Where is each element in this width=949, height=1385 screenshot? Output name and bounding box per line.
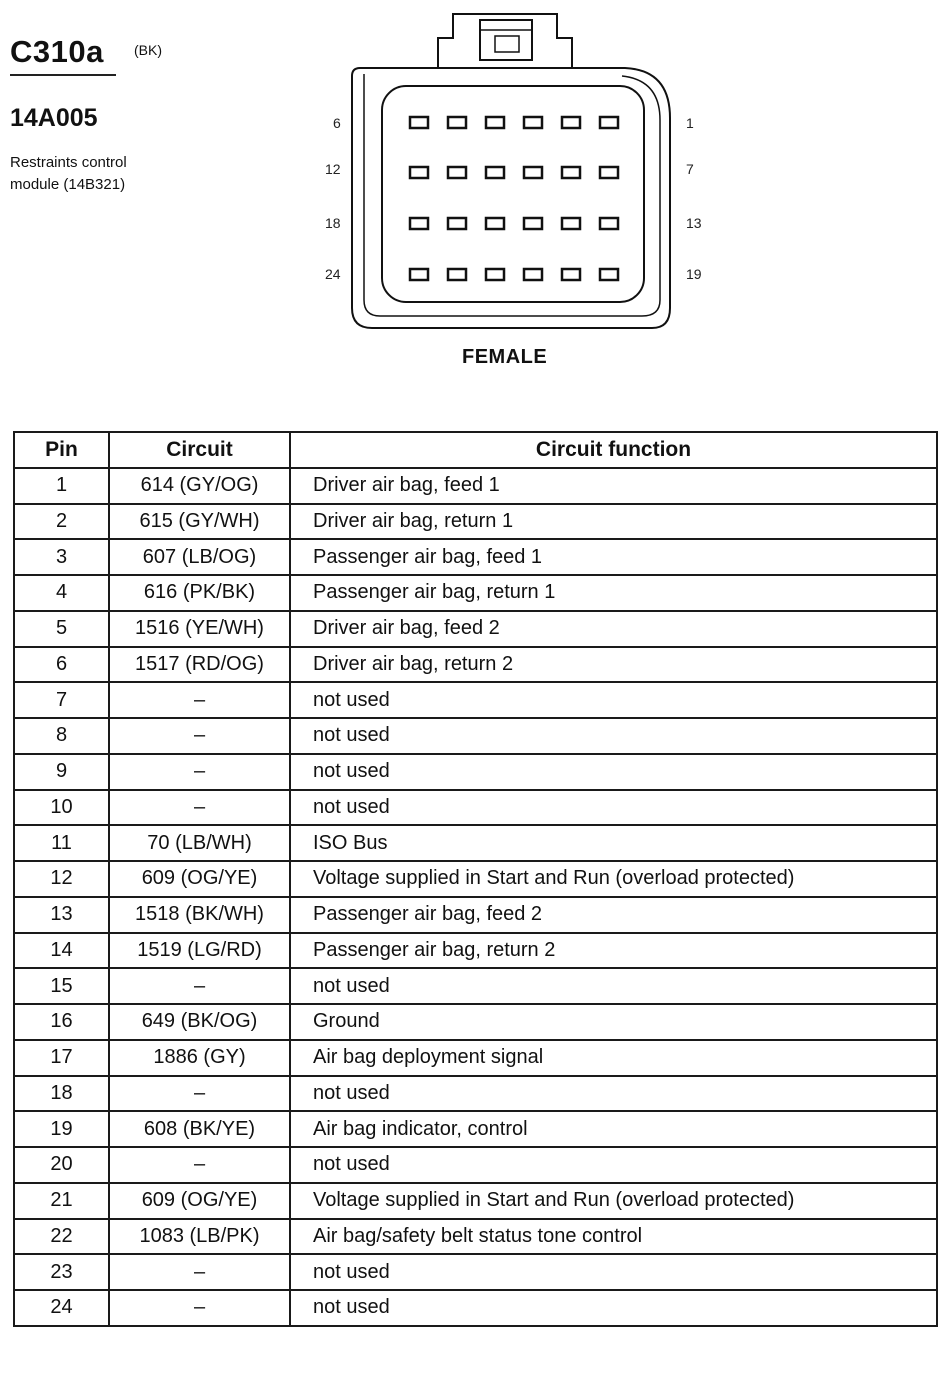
- table-row: [14, 647, 937, 683]
- function-cell: not used: [290, 1076, 937, 1112]
- circuit-cell: 1516 (YE/WH): [109, 611, 290, 647]
- pin-cell: 24: [14, 1290, 109, 1326]
- table-row: [14, 1147, 937, 1183]
- connector-color: (BK): [134, 42, 162, 58]
- table-row: [14, 718, 937, 754]
- pin-cell: 13: [14, 897, 109, 933]
- circuit-cell: 1518 (BK/WH): [109, 897, 290, 933]
- function-cell: Air bag indicator, control: [290, 1111, 937, 1147]
- circuit-cell: 616 (PK/BK): [109, 575, 290, 611]
- circuit-cell: –: [109, 718, 290, 754]
- circuit-cell: 1886 (GY): [109, 1040, 290, 1076]
- function-cell: not used: [290, 754, 937, 790]
- pin-cell: 3: [14, 539, 109, 575]
- part-number: 14A005: [10, 104, 98, 132]
- circuit-cell: 1083 (LB/PK): [109, 1219, 290, 1255]
- row-4-start-label: 24: [325, 266, 341, 282]
- pin-cell: 21: [14, 1183, 109, 1219]
- pin-cell: 10: [14, 790, 109, 826]
- terminal-row-3: [410, 218, 618, 229]
- pin-cell: 20: [14, 1147, 109, 1183]
- function-cell: Driver air bag, feed 1: [290, 468, 937, 504]
- table-row: [14, 1183, 937, 1219]
- pin-cell: 18: [14, 1076, 109, 1112]
- pin-cell: 7: [14, 682, 109, 718]
- function-cell: ISO Bus: [290, 825, 937, 861]
- pin-cell: 11: [14, 825, 109, 861]
- function-cell: Driver air bag, feed 2: [290, 611, 937, 647]
- table-row: [14, 1290, 937, 1326]
- function-cell: Passenger air bag, return 1: [290, 575, 937, 611]
- function-cell: Driver air bag, return 2: [290, 647, 937, 683]
- function-cell: not used: [290, 968, 937, 1004]
- pinout-table: [13, 431, 938, 1327]
- pin-cell: 12: [14, 861, 109, 897]
- pin-cell: 8: [14, 718, 109, 754]
- function-cell: not used: [290, 682, 937, 718]
- circuit-cell: 609 (OG/YE): [109, 861, 290, 897]
- function-cell: Air bag/safety belt status tone control: [290, 1219, 937, 1255]
- function-cell: Voltage supplied in Start and Run (overload protected): [290, 1183, 937, 1219]
- module-description: Restraints control module (14B321): [10, 154, 127, 193]
- table-row: [14, 1040, 937, 1076]
- table-row: [14, 575, 937, 611]
- circuit-cell: 608 (BK/YE): [109, 1111, 290, 1147]
- circuit-cell: –: [109, 968, 290, 1004]
- function-cell: not used: [290, 790, 937, 826]
- pin-cell: 14: [14, 933, 109, 969]
- pin-cell: 23: [14, 1254, 109, 1290]
- pin-cell: 19: [14, 1111, 109, 1147]
- circuit-cell: –: [109, 754, 290, 790]
- circuit-cell: 1517 (RD/OG): [109, 647, 290, 683]
- table-row: [14, 1254, 937, 1290]
- pin-cell: 15: [14, 968, 109, 1004]
- circuit-cell: –: [109, 1290, 290, 1326]
- table-row: [14, 539, 937, 575]
- header-pin: Pin: [14, 432, 109, 468]
- connector-housing: [352, 68, 670, 328]
- row-3-start-label: 18: [325, 215, 341, 231]
- table-row: [14, 754, 937, 790]
- pin-cell: 4: [14, 575, 109, 611]
- function-cell: Driver air bag, return 1: [290, 504, 937, 540]
- row-2-end-label: 7: [686, 161, 694, 177]
- circuit-cell: 607 (LB/OG): [109, 539, 290, 575]
- function-cell: Passenger air bag, feed 1: [290, 539, 937, 575]
- pin-cell: 6: [14, 647, 109, 683]
- table-row: [14, 897, 937, 933]
- table-row: [14, 682, 937, 718]
- table-row: [14, 968, 937, 1004]
- circuit-cell: –: [109, 790, 290, 826]
- function-cell: not used: [290, 1254, 937, 1290]
- terminal-row-4: [410, 269, 618, 280]
- circuit-cell: –: [109, 1254, 290, 1290]
- pin-cell: 9: [14, 754, 109, 790]
- table-row: [14, 611, 937, 647]
- circuit-cell: 609 (OG/YE): [109, 1183, 290, 1219]
- circuit-cell: 1519 (LG/RD): [109, 933, 290, 969]
- pin-cell: 16: [14, 1004, 109, 1040]
- pin-cell: 2: [14, 504, 109, 540]
- circuit-cell: –: [109, 682, 290, 718]
- table-row: [14, 825, 937, 861]
- function-cell: Voltage supplied in Start and Run (overload protected): [290, 861, 937, 897]
- table-body: [14, 468, 937, 1326]
- view-label: FEMALE: [462, 346, 548, 368]
- table-row: [14, 790, 937, 826]
- function-cell: not used: [290, 1147, 937, 1183]
- latch-tab: [480, 20, 532, 60]
- table-row: [14, 1004, 937, 1040]
- terminal-row-1: [410, 117, 618, 128]
- row-2-start-label: 12: [325, 161, 341, 177]
- row-3-end-label: 13: [686, 215, 702, 231]
- connector-face-diagram: [320, 8, 720, 338]
- table-header-row: [14, 432, 937, 468]
- function-cell: Passenger air bag, return 2: [290, 933, 937, 969]
- table-row: [14, 504, 937, 540]
- connector-id: C310a: [10, 34, 104, 69]
- function-cell: Air bag deployment signal: [290, 1040, 937, 1076]
- function-cell: not used: [290, 718, 937, 754]
- table-row: [14, 1076, 937, 1112]
- circuit-cell: –: [109, 1147, 290, 1183]
- header-function: Circuit function: [290, 432, 937, 468]
- pin-cell: 22: [14, 1219, 109, 1255]
- pin-cell: 5: [14, 611, 109, 647]
- pin-cell: 1: [14, 468, 109, 504]
- circuit-cell: –: [109, 1076, 290, 1112]
- function-cell: not used: [290, 1290, 937, 1326]
- table-row: [14, 468, 937, 504]
- row-1-start-label: 6: [333, 115, 341, 131]
- connector-id-underline: [10, 74, 116, 76]
- pin-cell: 17: [14, 1040, 109, 1076]
- function-cell: Passenger air bag, feed 2: [290, 897, 937, 933]
- table-row: [14, 1111, 937, 1147]
- table-row: [14, 861, 937, 897]
- terminal-row-2: [410, 167, 618, 178]
- header-circuit: Circuit: [109, 432, 290, 468]
- table-row: [14, 1219, 937, 1255]
- circuit-cell: 614 (GY/OG): [109, 468, 290, 504]
- table-row: [14, 933, 937, 969]
- circuit-cell: 70 (LB/WH): [109, 825, 290, 861]
- circuit-cell: 649 (BK/OG): [109, 1004, 290, 1040]
- row-1-end-label: 1: [686, 115, 694, 131]
- row-4-end-label: 19: [686, 266, 702, 282]
- circuit-cell: 615 (GY/WH): [109, 504, 290, 540]
- function-cell: Ground: [290, 1004, 937, 1040]
